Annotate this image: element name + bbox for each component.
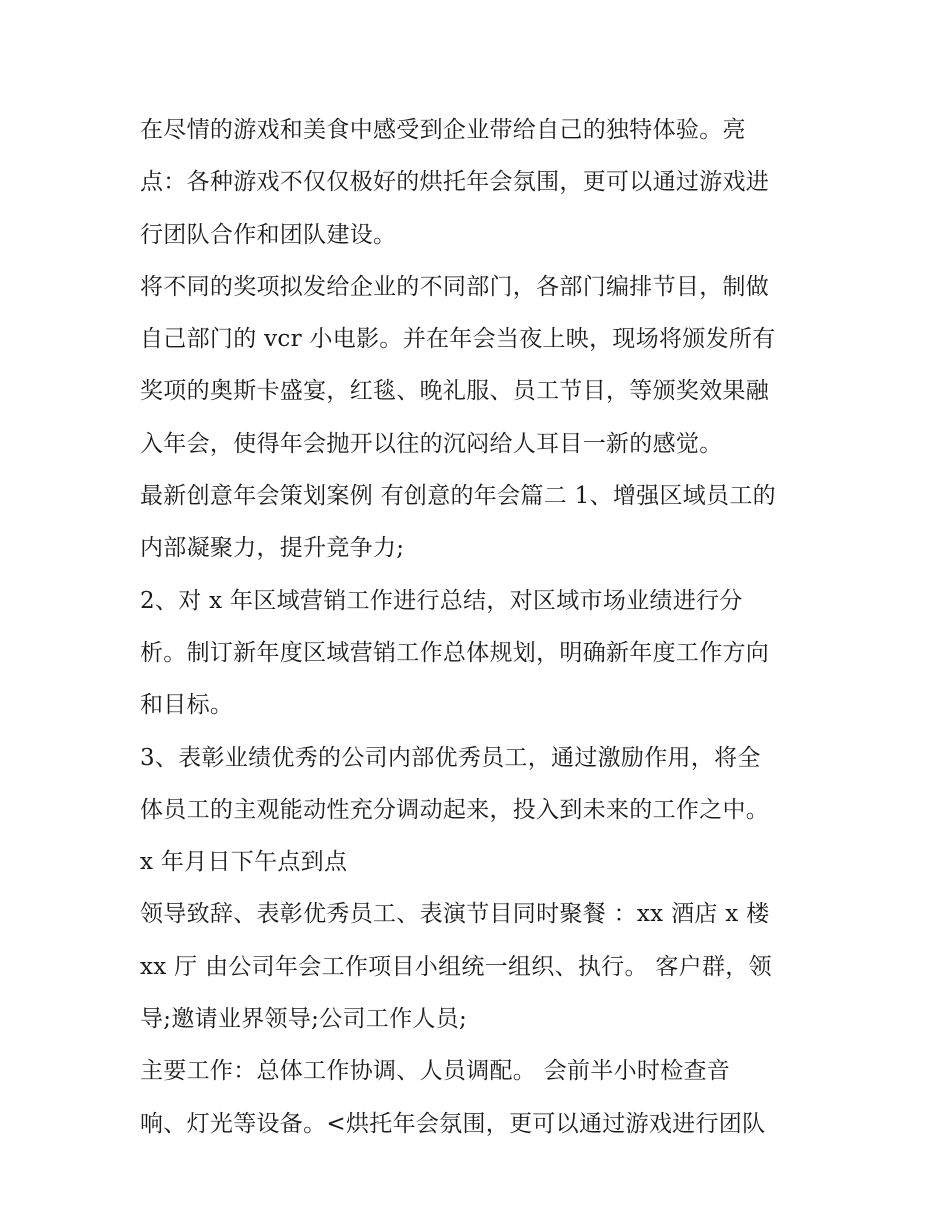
- text-line: 入年会，使得年会抛开以往的沉闷给人耳目一新的感觉。: [140, 430, 723, 457]
- text-line: 领导致辞、表彰优秀员工、表演节目同时聚餐 ：xx 酒店 x 楼: [140, 901, 770, 928]
- text-line: 在尽情的游戏和美食中感受到企业带给自己的独特体验。亮: [140, 117, 746, 143]
- text-line: 自己部门的 vcr 小电影。并在年会当夜上映，现场将颁发所有: [140, 326, 776, 353]
- text-line: 和目标。: [140, 692, 234, 719]
- text-line: 导;邀请业界领导;公司工作人员;: [140, 1006, 468, 1033]
- text-line: 3、表彰业绩优秀的公司内部优秀员工，通过激励作用，将全: [140, 744, 761, 771]
- text-line: 行团队合作和团队建设。: [140, 221, 397, 248]
- text-line: 内部凝聚力，提升竞争力;: [140, 535, 405, 562]
- text-line: 主要工作：总体工作协调、人员调配。 会前半小时检查音: [140, 1058, 731, 1085]
- text-line: 析。制订新年度区域营销工作总体规划，明确新年度工作方向: [140, 639, 770, 666]
- text-line: 响、灯光等设备。<烘托年会氛围，更可以通过游戏进行团队: [140, 1110, 766, 1137]
- text-line: 体员工的主观能动性充分调动起来，投入到未来的工作之中。: [140, 796, 770, 823]
- text-line: 奖项的奥斯卡盛宴，红毯、晚礼服、员工节目，等颁奖效果融: [140, 378, 770, 405]
- document-body: [140, 104, 820, 1150]
- text-line: xx 厅 由公司年会工作项目小组统一组织、执行。 客户群，领: [140, 953, 772, 980]
- text-line: 将不同的奖项拟发给企业的不同部门，各部门编排节目，制做: [140, 273, 770, 300]
- text-line: 点：各种游戏不仅仅极好的烘托年会氛围，更可以通过游戏进: [140, 169, 770, 196]
- text-line: x 年月日下午点到点: [140, 849, 348, 876]
- text-line: 2、对 x 年区域营销工作进行总结，对区域市场业绩进行分: [140, 587, 743, 614]
- text-line: 最新创意年会策划案例 有创意的年会篇二 1、增强区域员工的: [140, 483, 776, 510]
